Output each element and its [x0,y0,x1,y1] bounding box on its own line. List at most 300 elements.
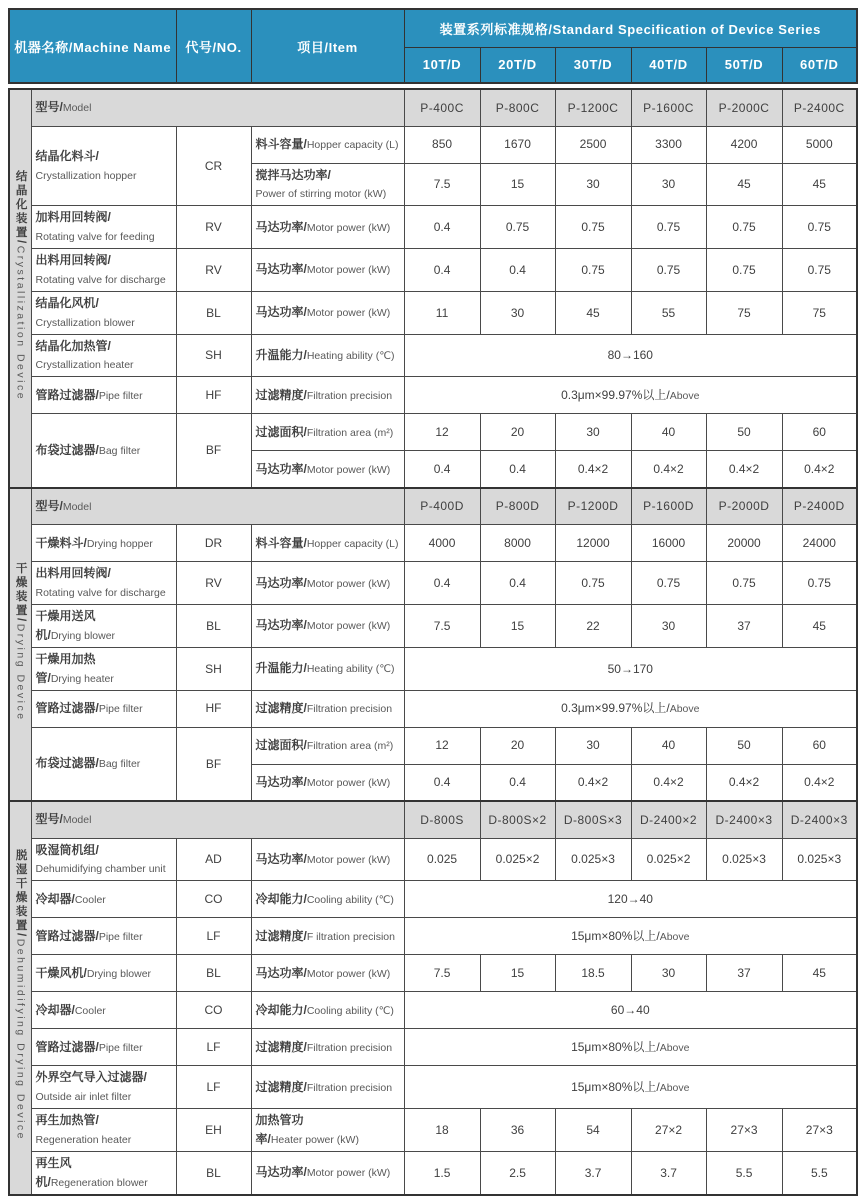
label-en: Outside air inlet filter [35,1091,132,1104]
spec-value-cell: 54 [555,1109,631,1152]
table-row [9,525,857,562]
label-en: Drying blower [50,629,116,642]
header-capacity-cell: 20T/D [480,47,555,83]
label-zh: 干燥装置/ [14,561,27,624]
label-en: Motor power (kW) [306,853,391,866]
label-zh: 干燥用送风机/ [35,609,96,642]
spec-value-cell: 30 [555,163,631,206]
item-cell [251,1066,404,1109]
spec-value-cell: 60 [782,727,857,764]
label-zh: 过滤精度/ [255,701,307,716]
label-en: Hopper capacity (L) [306,537,399,550]
spec-value-cell: 0.4 [480,451,555,488]
spec-value-cell: 60 [782,414,857,451]
spec-value-cell: 0.4×2 [706,451,782,488]
label-en: Model [62,501,92,514]
label-en: Motor power (kW) [306,776,391,789]
spec-span-value-cell: 0.3μm×99.97%以上/Above [404,690,857,727]
machine-code-cell: LF [176,1066,251,1109]
label-en: Dehumidifying chamber unit [35,863,166,876]
label-zh: 外界空气导入过滤器/ [35,1070,147,1085]
model-value-cell: P-400D [404,488,480,525]
machine-name-cell [31,838,176,881]
label-en: Drying Device [14,623,27,722]
table-row [9,377,857,414]
model-value-cell: P-800C [480,89,555,126]
spec-value-cell: 2500 [555,126,631,163]
label-zh: 料斗容量/ [255,137,307,152]
item-cell [251,1029,404,1066]
table-row [9,89,857,126]
label-en: Hopper capacity (L) [306,139,399,152]
label-zh: 过滤面积/ [255,424,307,439]
table-row [9,1109,857,1152]
spec-span-value-cell: 80→160 [404,334,857,377]
machine-code-cell: BF [176,414,251,488]
label-zh: 结晶化加热管/ [35,338,111,353]
spec-value-cell: 20 [480,727,555,764]
table-row [9,881,857,918]
header-capacity-cell: 50T/D [706,47,782,83]
table-row [9,562,857,605]
label-en: Crystallization heater [35,359,134,372]
spec-value-cell: 0.025×2 [631,838,706,881]
spec-value-cell: 37 [706,605,782,648]
spec-value-cell: 5.5 [706,1151,782,1194]
model-value-cell: D-2400×3 [706,801,782,838]
machine-code-cell: BL [176,1151,251,1194]
item-cell [251,163,404,206]
machine-code-cell: HF [176,690,251,727]
label-zh: 马达功率/ [255,461,307,476]
machine-code-cell: SH [176,334,251,377]
label-en: Motor power (kW) [306,264,391,277]
spec-span-value-cell: 15μm×80%以上/Above [404,918,857,955]
spec-value-cell: 0.4 [480,249,555,292]
machine-name-cell [31,525,176,562]
spec-value-cell: 0.75 [706,206,782,249]
label-en: Filtration precision [306,1081,393,1094]
table-row [9,727,857,764]
machine-code-cell: BL [176,605,251,648]
table-row [9,838,857,881]
spec-value-cell: 0.4 [404,249,480,292]
item-cell [251,414,404,451]
spec-value-cell: 40 [631,414,706,451]
spec-body-table [8,88,858,1196]
label-en: Cooling ability (℃) [306,1004,394,1017]
label-zh: 马达功率/ [255,1165,307,1180]
header-item-cell: 项目/Item [251,9,404,83]
label-zh: 马达功率/ [255,219,307,234]
machine-code-cell: RV [176,562,251,605]
spec-value-cell: 15 [480,163,555,206]
label-zh: 布袋过滤器/ [35,443,99,458]
spec-value-cell: 3.7 [555,1151,631,1194]
label-en: Pipe filter [98,389,143,402]
item-cell [251,291,404,334]
model-value-cell: P-2400D [782,488,857,525]
model-value-cell: P-2000C [706,89,782,126]
machine-code-cell: BF [176,727,251,801]
label-zh: 马达功率/ [255,774,307,789]
label-zh: 马达功率/ [255,965,307,980]
machine-code-cell: HF [176,377,251,414]
label-zh: 管路过滤器/ [35,1039,99,1054]
spec-value-cell: 1670 [480,126,555,163]
spec-value-cell: 12 [404,414,480,451]
header-no-cell: 代号/NO. [176,9,251,83]
machine-name-cell [31,605,176,648]
table-row [9,992,857,1029]
spec-value-cell: 50 [706,727,782,764]
label-en: Motor power (kW) [306,463,391,476]
item-cell [251,881,404,918]
spec-value-cell: 1.5 [404,1151,480,1194]
spec-span-value-cell: 50→170 [404,647,857,690]
label-en: Filtration area (m²) [306,740,394,753]
spec-value-cell: 0.75 [555,249,631,292]
label-en: Filtration precision [306,389,393,402]
spec-value-cell: 12000 [555,525,631,562]
spec-value-cell: 4200 [706,126,782,163]
header-capacity-cell: 10T/D [404,47,480,83]
label-en: Model [62,102,92,115]
machine-name-cell [31,992,176,1029]
section-label-dehumidifying-drying-device [9,801,31,1195]
item-cell [251,451,404,488]
spec-value-cell: 0.75 [706,562,782,605]
section-device-vertical-label [14,849,27,1141]
spec-value-cell: 30 [631,163,706,206]
label-en: F iltration precision [306,930,395,943]
label-en: Filtration area (m²) [306,426,394,439]
spec-value-cell: 75 [706,291,782,334]
label-en: Drying hopper [86,537,153,550]
label-zh: 马达功率/ [255,575,307,590]
machine-name-cell [31,334,176,377]
machine-code-cell: BL [176,955,251,992]
label-en: Rotating valve for discharge [35,587,166,600]
spec-value-cell: 22 [555,605,631,648]
header-spec-title-cell: 装置系列标准规格/Standard Specification of Device Series [404,9,857,47]
spec-value-cell: 12 [404,727,480,764]
model-value-cell: D-2400×3 [782,801,857,838]
section-label-drying-device [9,488,31,801]
spec-span-value-cell: 0.3μm×99.97%以上/Above [404,377,857,414]
spec-value-cell: 45 [782,955,857,992]
label-en: Cooler [74,893,106,906]
machine-name-cell [31,918,176,955]
spec-value-cell: 45 [782,605,857,648]
label-en: Motor power (kW) [306,1167,391,1180]
label-en: Pipe filter [98,930,143,943]
spec-value-cell: 11 [404,291,480,334]
machine-code-cell: CR [176,126,251,206]
spec-value-cell: 45 [782,163,857,206]
label-en: Regeneration heater [35,1133,132,1146]
label-en: Drying heater [50,672,114,685]
spec-value-cell: 0.75 [555,562,631,605]
spec-value-cell: 0.025×3 [706,838,782,881]
item-cell [251,377,404,414]
label-zh: 马达功率/ [255,305,307,320]
machine-code-cell: DR [176,525,251,562]
spec-value-cell: 18 [404,1109,480,1152]
label-en: Model [62,814,92,827]
spec-value-cell: 30 [631,955,706,992]
table-row [9,291,857,334]
spec-value-cell: 0.025×2 [480,838,555,881]
header-table [8,8,858,84]
machine-code-cell: AD [176,838,251,881]
item-cell [251,764,404,801]
table-row [9,126,857,163]
machine-name-cell [31,249,176,292]
label-zh: 加热管功率/ [255,1113,304,1146]
label-zh: 升温能力/ [255,347,307,362]
model-label-cell [31,488,404,525]
machine-name-cell [31,881,176,918]
spec-value-cell: 40 [631,727,706,764]
label-zh: 管路过滤器/ [35,928,99,943]
label-zh: 出料用回转阀/ [35,566,111,581]
model-value-cell: D-800S [404,801,480,838]
spec-value-cell: 0.4 [480,764,555,801]
table-row [9,249,857,292]
spec-value-cell: 7.5 [404,955,480,992]
label-en: Rotating valve for discharge [35,273,166,286]
spec-value-cell: 7.5 [404,605,480,648]
label-en: Motor power (kW) [306,221,391,234]
spec-value-cell: 0.025 [404,838,480,881]
spec-value-cell: 3.7 [631,1151,706,1194]
label-en: Drying blower [86,967,152,980]
spec-value-cell: 30 [555,414,631,451]
label-zh: 干燥风机/ [35,965,87,980]
label-en: Bag filter [98,758,141,771]
model-value-cell: P-1600C [631,89,706,126]
label-zh: 型号/ [35,812,63,827]
label-zh: 冷却器/ [35,1002,75,1017]
model-value-cell: P-400C [404,89,480,126]
model-value-cell: P-800D [480,488,555,525]
table-row [9,334,857,377]
section-device-vertical-label [14,170,27,401]
spec-value-cell: 15 [480,605,555,648]
spec-value-cell: 0.75 [782,562,857,605]
label-zh: 布袋过滤器/ [35,756,99,771]
label-en: Power of stirring motor (kW) [255,188,387,201]
spec-value-cell: 0.75 [631,562,706,605]
machine-name-cell [31,126,176,206]
label-en: Cooler [74,1004,106,1017]
spec-value-cell: 0.4×2 [555,451,631,488]
label-en: Filtration precision [306,1041,393,1054]
label-zh: 过滤精度/ [255,928,307,943]
table-row [9,1066,857,1109]
table-row [9,206,857,249]
machine-name-cell [31,727,176,801]
item-cell [251,838,404,881]
label-zh: 冷却器/ [35,891,75,906]
header-capacity-cell: 40T/D [631,47,706,83]
spec-value-cell: 0.75 [631,206,706,249]
spec-value-cell: 15 [480,955,555,992]
header-capacity-cell: 60T/D [782,47,857,83]
model-value-cell: D-800S×2 [480,801,555,838]
spec-value-cell: 50 [706,414,782,451]
spec-span-value-cell: 15μm×80%以上/Above [404,1029,857,1066]
item-cell [251,1151,404,1194]
machine-code-cell: EH [176,1109,251,1152]
spec-value-cell: 0.4×2 [631,451,706,488]
machine-name-cell [31,1109,176,1152]
machine-name-cell [31,377,176,414]
spec-value-cell: 20000 [706,525,782,562]
spec-span-value-cell: 60→40 [404,992,857,1029]
model-label-cell [31,89,404,126]
model-value-cell: D-800S×3 [555,801,631,838]
machine-name-cell [31,955,176,992]
label-zh: 过滤面积/ [255,738,307,753]
machine-name-cell [31,291,176,334]
table-row [9,647,857,690]
machine-code-cell: RV [176,206,251,249]
spec-value-cell: 30 [631,605,706,648]
label-zh: 过滤精度/ [255,1039,307,1054]
header-machine-name-cell: 机器名称/Machine Name [9,9,176,83]
label-zh: 过滤精度/ [255,387,307,402]
label-en: Heater power (kW) [270,1133,359,1146]
spec-value-cell: 45 [555,291,631,334]
machine-name-cell [31,562,176,605]
label-zh: 管路过滤器/ [35,701,99,716]
item-cell [251,206,404,249]
item-cell [251,647,404,690]
spec-value-cell: 0.4 [480,562,555,605]
label-en: Crystallization Device [14,245,27,401]
spec-value-cell: 0.75 [782,249,857,292]
label-zh: 再生风机/ [35,1155,72,1189]
label-zh: 脱湿干燥装置/ [14,848,27,939]
table-row [9,1151,857,1194]
label-zh: 冷却能力/ [255,1002,307,1017]
item-cell [251,955,404,992]
spec-value-cell: 20 [480,414,555,451]
table-row [9,690,857,727]
label-zh: 冷却能力/ [255,891,307,906]
label-en: Heating ability (℃) [306,349,395,362]
spec-value-cell: 2.5 [480,1151,555,1194]
item-cell [251,918,404,955]
table-row [9,605,857,648]
spec-value-cell: 0.4×2 [555,764,631,801]
spec-span-value-cell: 120→40 [404,881,857,918]
label-zh: 搅拌马达功率/ [255,167,331,182]
label-zh: 型号/ [35,100,63,115]
machine-code-cell: LF [176,918,251,955]
spec-value-cell: 0.75 [480,206,555,249]
label-en: Filtration precision [306,703,393,716]
label-zh: 料斗容量/ [255,535,307,550]
label-zh: 马达功率/ [255,851,307,866]
machine-name-cell [31,647,176,690]
spec-value-cell: 0.4×2 [631,764,706,801]
machine-name-cell [31,690,176,727]
model-value-cell: P-1600D [631,488,706,525]
label-zh: 升温能力/ [255,661,307,676]
label-en: Rotating valve for feeding [35,231,155,244]
spec-value-cell: 37 [706,955,782,992]
label-en: Heating ability (℃) [306,663,395,676]
item-cell [251,525,404,562]
label-en: Cooling ability (℃) [306,893,394,906]
spec-value-cell: 18.5 [555,955,631,992]
spec-value-cell: 27×3 [706,1109,782,1152]
label-zh: 结晶化装置/ [14,169,27,246]
item-cell [251,249,404,292]
table-row [9,801,857,838]
machine-code-cell: CO [176,992,251,1029]
label-en: Pipe filter [98,703,143,716]
item-cell [251,992,404,1029]
spec-value-cell: 0.4 [404,206,480,249]
item-cell [251,605,404,648]
label-zh: 马达功率/ [255,262,307,277]
machine-name-cell [31,206,176,249]
spec-value-cell: 0.4×2 [782,764,857,801]
section-device-vertical-label [14,562,27,722]
label-en: Motor power (kW) [306,620,391,633]
label-en: Bag filter [98,445,141,458]
model-label-cell [31,801,404,838]
label-zh: 加料用回转阀/ [35,210,111,225]
item-cell [251,126,404,163]
spec-value-cell: 55 [631,291,706,334]
spec-value-cell: 0.4 [404,451,480,488]
spec-value-cell: 27×3 [782,1109,857,1152]
spec-value-cell: 16000 [631,525,706,562]
label-zh: 结晶化风机/ [35,295,99,310]
item-cell [251,727,404,764]
spec-value-cell: 5000 [782,126,857,163]
label-zh: 过滤精度/ [255,1079,307,1094]
machine-code-cell: LF [176,1029,251,1066]
item-cell [251,334,404,377]
spec-value-cell: 30 [555,727,631,764]
spec-value-cell: 4000 [404,525,480,562]
label-zh: 管路过滤器/ [35,387,99,402]
spec-span-value-cell: 15μm×80%以上/Above [404,1066,857,1109]
item-cell [251,1109,404,1152]
header-capacity-cell: 30T/D [555,47,631,83]
spec-value-cell: 0.4×2 [706,764,782,801]
spec-value-cell: 0.75 [555,206,631,249]
spec-value-cell: 75 [782,291,857,334]
section-label-crystallization-device [9,89,31,488]
spec-value-cell: 27×2 [631,1109,706,1152]
spec-value-cell: 0.75 [782,206,857,249]
label-en: Crystallization blower [35,316,135,329]
label-zh: 干燥料斗/ [35,535,87,550]
model-value-cell: D-2400×2 [631,801,706,838]
machine-name-cell [31,414,176,488]
table-row [9,918,857,955]
spec-value-cell: 8000 [480,525,555,562]
machine-code-cell: SH [176,647,251,690]
item-cell [251,690,404,727]
